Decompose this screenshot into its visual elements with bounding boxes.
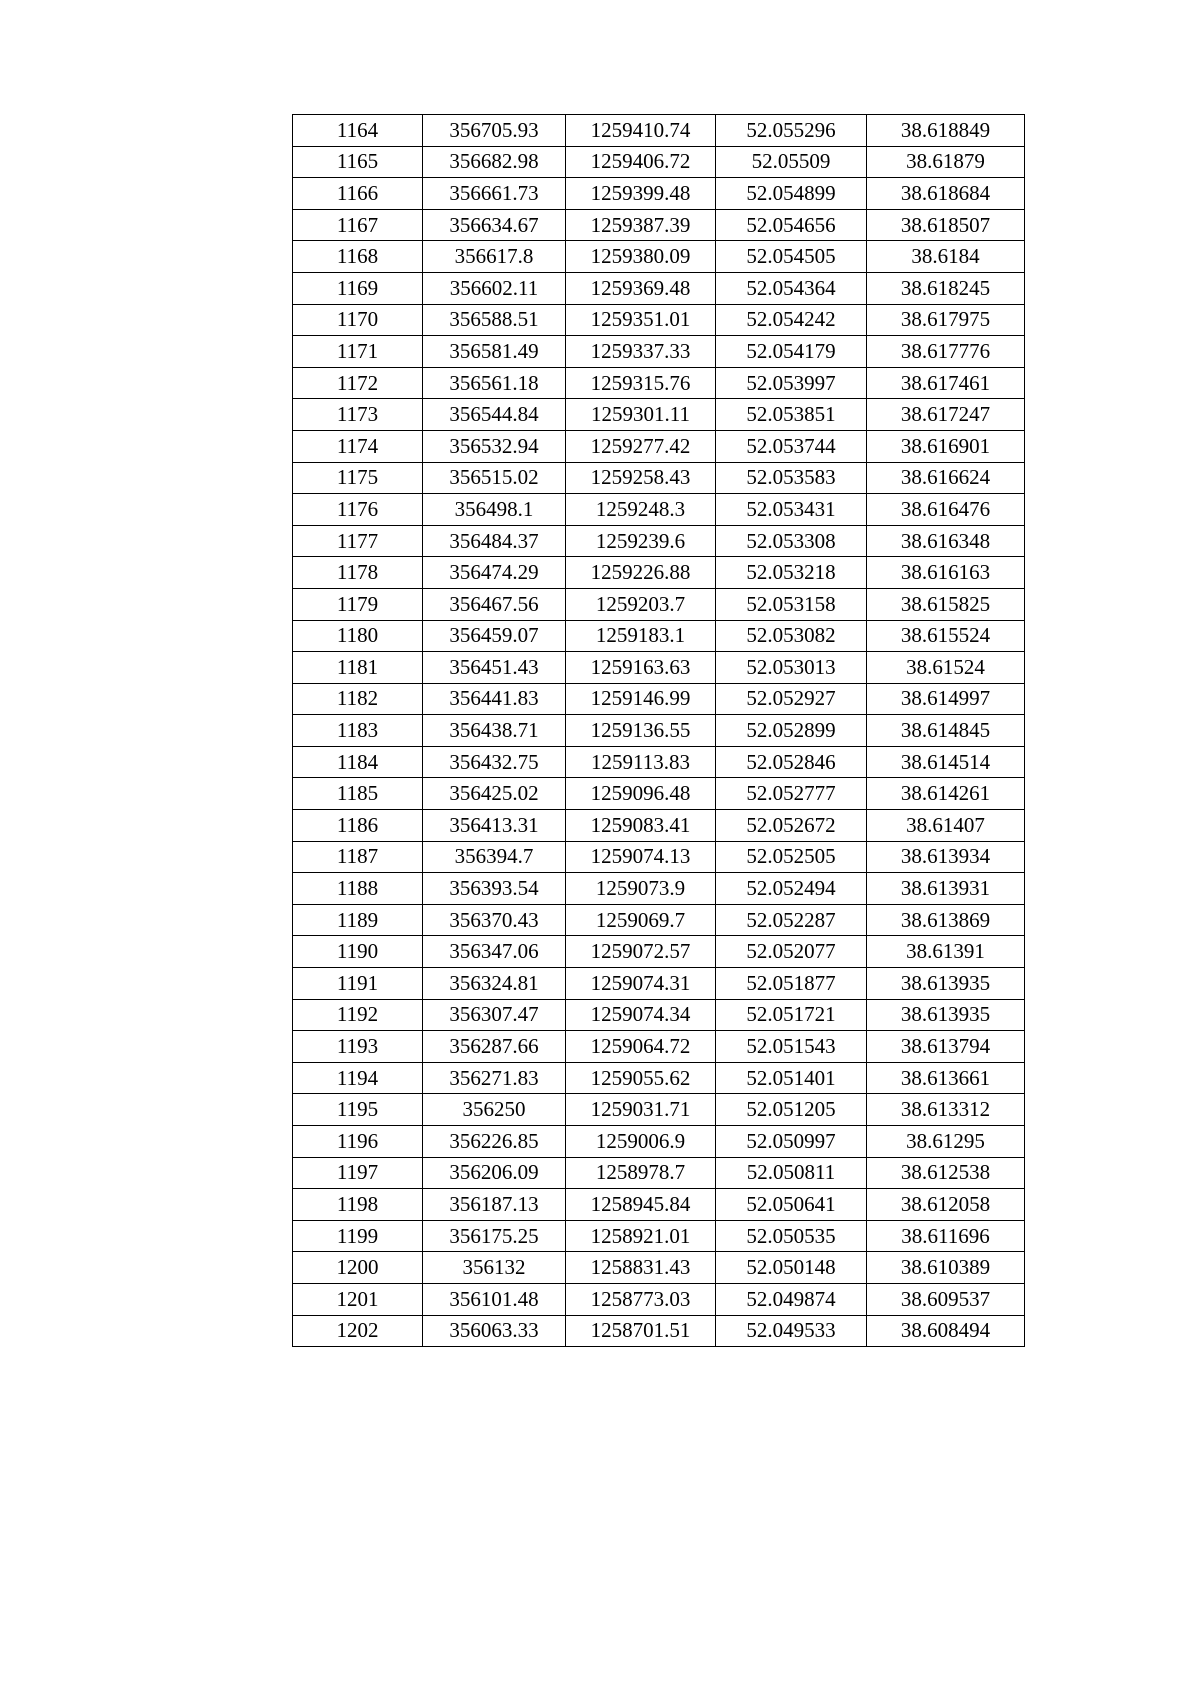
- point-number-cell: 1190: [293, 936, 423, 968]
- latitude-cell: 52.052899: [716, 715, 867, 747]
- table-row: [293, 746, 1025, 778]
- x-coordinate-cell: 356515.02: [423, 462, 566, 494]
- y-coordinate-cell: 1259406.72: [566, 146, 716, 178]
- point-number-cell: 1177: [293, 525, 423, 557]
- longitude-cell: 38.616624: [867, 462, 1025, 494]
- point-number-cell: 1170: [293, 304, 423, 336]
- x-coordinate-cell: 356370.43: [423, 904, 566, 936]
- table-row: [293, 873, 1025, 905]
- x-coordinate-cell: 356187.13: [423, 1189, 566, 1221]
- longitude-cell: 38.612538: [867, 1157, 1025, 1189]
- table-row: [293, 683, 1025, 715]
- latitude-cell: 52.053431: [716, 494, 867, 526]
- point-number-cell: 1198: [293, 1189, 423, 1221]
- point-number-cell: 1188: [293, 873, 423, 905]
- longitude-cell: 38.614997: [867, 683, 1025, 715]
- point-number-cell: 1166: [293, 178, 423, 210]
- y-coordinate-cell: 1259203.7: [566, 588, 716, 620]
- longitude-cell: 38.614845: [867, 715, 1025, 747]
- latitude-cell: 52.054242: [716, 304, 867, 336]
- y-coordinate-cell: 1259239.6: [566, 525, 716, 557]
- latitude-cell: 52.050811: [716, 1157, 867, 1189]
- longitude-cell: 38.61524: [867, 652, 1025, 684]
- point-number-cell: 1197: [293, 1157, 423, 1189]
- point-number-cell: 1183: [293, 715, 423, 747]
- x-coordinate-cell: 356287.66: [423, 1031, 566, 1063]
- table-row: [293, 1157, 1025, 1189]
- longitude-cell: 38.614514: [867, 746, 1025, 778]
- table-row: [293, 588, 1025, 620]
- point-number-cell: 1164: [293, 115, 423, 147]
- point-number-cell: 1184: [293, 746, 423, 778]
- latitude-cell: 52.054364: [716, 272, 867, 304]
- y-coordinate-cell: 1259074.34: [566, 999, 716, 1031]
- y-coordinate-cell: 1259055.62: [566, 1062, 716, 1094]
- y-coordinate-cell: 1259031.71: [566, 1094, 716, 1126]
- y-coordinate-cell: 1258701.51: [566, 1315, 716, 1347]
- table-row: [293, 367, 1025, 399]
- latitude-cell: 52.051877: [716, 968, 867, 1000]
- x-coordinate-cell: 356413.31: [423, 810, 566, 842]
- point-number-cell: 1196: [293, 1126, 423, 1158]
- point-number-cell: 1174: [293, 430, 423, 462]
- x-coordinate-cell: 356544.84: [423, 399, 566, 431]
- y-coordinate-cell: 1259072.57: [566, 936, 716, 968]
- latitude-cell: 52.053013: [716, 652, 867, 684]
- y-coordinate-cell: 1259146.99: [566, 683, 716, 715]
- x-coordinate-cell: 356206.09: [423, 1157, 566, 1189]
- point-number-cell: 1186: [293, 810, 423, 842]
- y-coordinate-cell: 1259069.7: [566, 904, 716, 936]
- latitude-cell: 52.050641: [716, 1189, 867, 1221]
- longitude-cell: 38.61391: [867, 936, 1025, 968]
- x-coordinate-cell: 356432.75: [423, 746, 566, 778]
- longitude-cell: 38.614261: [867, 778, 1025, 810]
- x-coordinate-cell: 356474.29: [423, 557, 566, 589]
- y-coordinate-cell: 1259074.31: [566, 968, 716, 1000]
- y-coordinate-cell: 1259006.9: [566, 1126, 716, 1158]
- longitude-cell: 38.618507: [867, 209, 1025, 241]
- table-row: [293, 1220, 1025, 1252]
- y-coordinate-cell: 1259163.63: [566, 652, 716, 684]
- latitude-cell: 52.052077: [716, 936, 867, 968]
- y-coordinate-cell: 1259248.3: [566, 494, 716, 526]
- x-coordinate-cell: 356581.49: [423, 336, 566, 368]
- table-row: [293, 841, 1025, 873]
- latitude-cell: 52.053082: [716, 620, 867, 652]
- y-coordinate-cell: 1259315.76: [566, 367, 716, 399]
- point-number-cell: 1172: [293, 367, 423, 399]
- x-coordinate-cell: 356226.85: [423, 1126, 566, 1158]
- x-coordinate-cell: 356634.67: [423, 209, 566, 241]
- table-row: [293, 399, 1025, 431]
- point-number-cell: 1180: [293, 620, 423, 652]
- longitude-cell: 38.609537: [867, 1283, 1025, 1315]
- latitude-cell: 52.054899: [716, 178, 867, 210]
- x-coordinate-cell: 356101.48: [423, 1283, 566, 1315]
- x-coordinate-cell: 356498.1: [423, 494, 566, 526]
- latitude-cell: 52.050997: [716, 1126, 867, 1158]
- table-body: [293, 115, 1025, 1347]
- table-row: [293, 336, 1025, 368]
- point-number-cell: 1192: [293, 999, 423, 1031]
- x-coordinate-cell: 356484.37: [423, 525, 566, 557]
- table-row: [293, 810, 1025, 842]
- longitude-cell: 38.615524: [867, 620, 1025, 652]
- longitude-cell: 38.608494: [867, 1315, 1025, 1347]
- latitude-cell: 52.053851: [716, 399, 867, 431]
- y-coordinate-cell: 1259380.09: [566, 241, 716, 273]
- latitude-cell: 52.052287: [716, 904, 867, 936]
- latitude-cell: 52.052927: [716, 683, 867, 715]
- point-number-cell: 1191: [293, 968, 423, 1000]
- point-number-cell: 1185: [293, 778, 423, 810]
- y-coordinate-cell: 1258945.84: [566, 1189, 716, 1221]
- table-row: [293, 1062, 1025, 1094]
- longitude-cell: 38.615825: [867, 588, 1025, 620]
- x-coordinate-cell: 356393.54: [423, 873, 566, 905]
- x-coordinate-cell: 356307.47: [423, 999, 566, 1031]
- longitude-cell: 38.613661: [867, 1062, 1025, 1094]
- x-coordinate-cell: 356682.98: [423, 146, 566, 178]
- point-number-cell: 1189: [293, 904, 423, 936]
- table-row: [293, 968, 1025, 1000]
- x-coordinate-cell: 356441.83: [423, 683, 566, 715]
- longitude-cell: 38.617461: [867, 367, 1025, 399]
- y-coordinate-cell: 1258921.01: [566, 1220, 716, 1252]
- longitude-cell: 38.616163: [867, 557, 1025, 589]
- x-coordinate-cell: 356561.18: [423, 367, 566, 399]
- x-coordinate-cell: 356425.02: [423, 778, 566, 810]
- longitude-cell: 38.613312: [867, 1094, 1025, 1126]
- longitude-cell: 38.617247: [867, 399, 1025, 431]
- latitude-cell: 52.054179: [716, 336, 867, 368]
- longitude-cell: 38.616476: [867, 494, 1025, 526]
- latitude-cell: 52.051543: [716, 1031, 867, 1063]
- y-coordinate-cell: 1259074.13: [566, 841, 716, 873]
- table-row: [293, 1094, 1025, 1126]
- y-coordinate-cell: 1259096.48: [566, 778, 716, 810]
- longitude-cell: 38.613935: [867, 999, 1025, 1031]
- longitude-cell: 38.61407: [867, 810, 1025, 842]
- latitude-cell: 52.053158: [716, 588, 867, 620]
- point-number-cell: 1201: [293, 1283, 423, 1315]
- x-coordinate-cell: 356347.06: [423, 936, 566, 968]
- x-coordinate-cell: 356438.71: [423, 715, 566, 747]
- point-number-cell: 1181: [293, 652, 423, 684]
- latitude-cell: 52.053583: [716, 462, 867, 494]
- latitude-cell: 52.052505: [716, 841, 867, 873]
- longitude-cell: 38.613935: [867, 968, 1025, 1000]
- coordinates-table: [292, 114, 1025, 1347]
- table-row: [293, 1252, 1025, 1284]
- longitude-cell: 38.613794: [867, 1031, 1025, 1063]
- y-coordinate-cell: 1259410.74: [566, 115, 716, 147]
- longitude-cell: 38.613934: [867, 841, 1025, 873]
- latitude-cell: 52.051205: [716, 1094, 867, 1126]
- longitude-cell: 38.613869: [867, 904, 1025, 936]
- table-row: [293, 304, 1025, 336]
- table-row: [293, 178, 1025, 210]
- table-row: [293, 115, 1025, 147]
- latitude-cell: 52.051721: [716, 999, 867, 1031]
- latitude-cell: 52.051401: [716, 1062, 867, 1094]
- point-number-cell: 1195: [293, 1094, 423, 1126]
- longitude-cell: 38.616901: [867, 430, 1025, 462]
- table-row: [293, 936, 1025, 968]
- x-coordinate-cell: 356617.8: [423, 241, 566, 273]
- point-number-cell: 1168: [293, 241, 423, 273]
- y-coordinate-cell: 1259337.33: [566, 336, 716, 368]
- latitude-cell: 52.053744: [716, 430, 867, 462]
- y-coordinate-cell: 1259073.9: [566, 873, 716, 905]
- latitude-cell: 52.053997: [716, 367, 867, 399]
- table-row: [293, 1031, 1025, 1063]
- table-row: [293, 272, 1025, 304]
- table-row: [293, 462, 1025, 494]
- y-coordinate-cell: 1259083.41: [566, 810, 716, 842]
- table-row: [293, 778, 1025, 810]
- latitude-cell: 52.049874: [716, 1283, 867, 1315]
- table-row: [293, 146, 1025, 178]
- table-row: [293, 999, 1025, 1031]
- longitude-cell: 38.611696: [867, 1220, 1025, 1252]
- longitude-cell: 38.617975: [867, 304, 1025, 336]
- table-row: [293, 430, 1025, 462]
- y-coordinate-cell: 1258831.43: [566, 1252, 716, 1284]
- point-number-cell: 1165: [293, 146, 423, 178]
- longitude-cell: 38.618245: [867, 272, 1025, 304]
- y-coordinate-cell: 1258978.7: [566, 1157, 716, 1189]
- x-coordinate-cell: 356451.43: [423, 652, 566, 684]
- point-number-cell: 1202: [293, 1315, 423, 1347]
- x-coordinate-cell: 356132: [423, 1252, 566, 1284]
- latitude-cell: 52.055296: [716, 115, 867, 147]
- point-number-cell: 1175: [293, 462, 423, 494]
- x-coordinate-cell: 356324.81: [423, 968, 566, 1000]
- y-coordinate-cell: 1259136.55: [566, 715, 716, 747]
- y-coordinate-cell: 1259351.01: [566, 304, 716, 336]
- table-row: [293, 494, 1025, 526]
- y-coordinate-cell: 1259387.39: [566, 209, 716, 241]
- point-number-cell: 1178: [293, 557, 423, 589]
- table-row: [293, 525, 1025, 557]
- table-row: [293, 715, 1025, 747]
- x-coordinate-cell: 356175.25: [423, 1220, 566, 1252]
- longitude-cell: 38.616348: [867, 525, 1025, 557]
- longitude-cell: 38.617776: [867, 336, 1025, 368]
- point-number-cell: 1182: [293, 683, 423, 715]
- longitude-cell: 38.610389: [867, 1252, 1025, 1284]
- x-coordinate-cell: 356063.33: [423, 1315, 566, 1347]
- latitude-cell: 52.053218: [716, 557, 867, 589]
- latitude-cell: 52.052494: [716, 873, 867, 905]
- point-number-cell: 1167: [293, 209, 423, 241]
- latitude-cell: 52.052672: [716, 810, 867, 842]
- point-number-cell: 1171: [293, 336, 423, 368]
- table-row: [293, 1315, 1025, 1347]
- longitude-cell: 38.61295: [867, 1126, 1025, 1158]
- latitude-cell: 52.049533: [716, 1315, 867, 1347]
- y-coordinate-cell: 1259064.72: [566, 1031, 716, 1063]
- table-row: [293, 652, 1025, 684]
- point-number-cell: 1199: [293, 1220, 423, 1252]
- y-coordinate-cell: 1258773.03: [566, 1283, 716, 1315]
- longitude-cell: 38.618849: [867, 115, 1025, 147]
- y-coordinate-cell: 1259258.43: [566, 462, 716, 494]
- table-row: [293, 1189, 1025, 1221]
- point-number-cell: 1200: [293, 1252, 423, 1284]
- longitude-cell: 38.6184: [867, 241, 1025, 273]
- point-number-cell: 1176: [293, 494, 423, 526]
- x-coordinate-cell: 356250: [423, 1094, 566, 1126]
- point-number-cell: 1169: [293, 272, 423, 304]
- x-coordinate-cell: 356661.73: [423, 178, 566, 210]
- point-number-cell: 1173: [293, 399, 423, 431]
- y-coordinate-cell: 1259301.11: [566, 399, 716, 431]
- x-coordinate-cell: 356394.7: [423, 841, 566, 873]
- x-coordinate-cell: 356588.51: [423, 304, 566, 336]
- x-coordinate-cell: 356705.93: [423, 115, 566, 147]
- latitude-cell: 52.052777: [716, 778, 867, 810]
- y-coordinate-cell: 1259277.42: [566, 430, 716, 462]
- point-number-cell: 1187: [293, 841, 423, 873]
- x-coordinate-cell: 356602.11: [423, 272, 566, 304]
- table-row: [293, 620, 1025, 652]
- longitude-cell: 38.613931: [867, 873, 1025, 905]
- latitude-cell: 52.050535: [716, 1220, 867, 1252]
- table-row: [293, 209, 1025, 241]
- table-row: [293, 557, 1025, 589]
- point-number-cell: 1194: [293, 1062, 423, 1094]
- y-coordinate-cell: 1259399.48: [566, 178, 716, 210]
- table-row: [293, 1283, 1025, 1315]
- longitude-cell: 38.612058: [867, 1189, 1025, 1221]
- longitude-cell: 38.618684: [867, 178, 1025, 210]
- y-coordinate-cell: 1259226.88: [566, 557, 716, 589]
- table-row: [293, 1126, 1025, 1158]
- table-row: [293, 241, 1025, 273]
- y-coordinate-cell: 1259113.83: [566, 746, 716, 778]
- latitude-cell: 52.052846: [716, 746, 867, 778]
- y-coordinate-cell: 1259369.48: [566, 272, 716, 304]
- x-coordinate-cell: 356459.07: [423, 620, 566, 652]
- longitude-cell: 38.61879: [867, 146, 1025, 178]
- x-coordinate-cell: 356467.56: [423, 588, 566, 620]
- latitude-cell: 52.053308: [716, 525, 867, 557]
- y-coordinate-cell: 1259183.1: [566, 620, 716, 652]
- latitude-cell: 52.05509: [716, 146, 867, 178]
- latitude-cell: 52.050148: [716, 1252, 867, 1284]
- latitude-cell: 52.054505: [716, 241, 867, 273]
- point-number-cell: 1193: [293, 1031, 423, 1063]
- x-coordinate-cell: 356271.83: [423, 1062, 566, 1094]
- point-number-cell: 1179: [293, 588, 423, 620]
- latitude-cell: 52.054656: [716, 209, 867, 241]
- x-coordinate-cell: 356532.94: [423, 430, 566, 462]
- table-row: [293, 904, 1025, 936]
